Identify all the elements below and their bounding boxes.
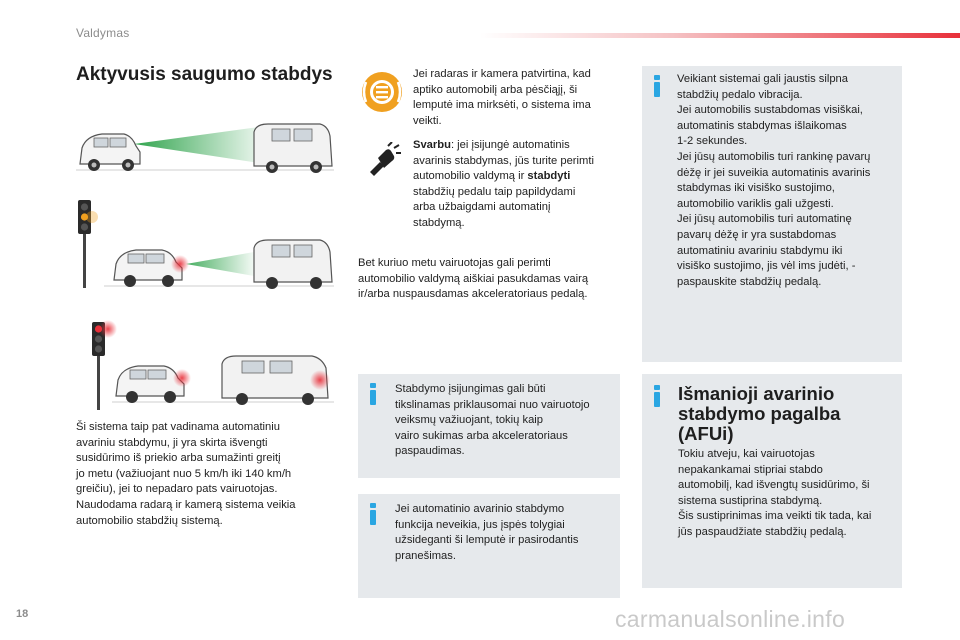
important-bold-word: stabdyti	[527, 170, 571, 183]
chapter-label: Valdymas	[76, 26, 130, 40]
info-box-fault-warning	[358, 494, 620, 598]
afui-description: Tokiu atveju, kai vairuotojas nepakankamai stipriai stabdo automobilį, kad išvengtų susidūrimo, ši sistema sustiprina stabdymą. Šis sustiprinimas ima veikti tik tada, kai jūs paspaudžiate stabdžių pedalą.	[678, 448, 872, 538]
collision-warning-illustration	[104, 228, 334, 294]
brake-warning-light-icon	[360, 70, 404, 114]
info-box-1-text: Stabdymo įsijungimas gali būti tikslinamas priklausomai nuo vairuotojo veiksmų važiuojant, tokių kaip vairo sukimas arba akceleratoriaus paspaudimas.	[395, 383, 590, 458]
watermark: carmanualsonline.info	[615, 606, 846, 632]
afui-title: Išmanioji avarinio stabdymo pagalba (AFUi)	[678, 383, 841, 444]
section-title: Aktyvusis saugumo stabdys	[76, 64, 333, 85]
right-info-text: Veikiant sistemai gali jaustis silpna stabdžių pedalo vibracija. Jei automobilis sustabdomas visiškai, automatinis stabdymas išlaikomas 1-2 sekundes. Jei jūsų automobilis turi rankinę pavarų dėžę ir jei suveikia automatinis avarinis stabdymas iki visiško sustojimo, automobilio variklis gali užgesti. Jei jūsų automobilis turi automatinę pavarų dėžę ir yra sustabdomas automatiniu avariniu stabdymu iki visiško sustojimo, jis vėl ims judėti, - paspauskite stabdžių pedalą.	[677, 73, 871, 288]
traffic-light-icon	[70, 196, 104, 288]
important-text-1: : jei įsijungė automatinis avarinis stabdymas, jūs turite perimti automobilio valdymą ir	[413, 139, 594, 183]
info-box-vibration-stop	[642, 66, 902, 362]
info-icon	[370, 510, 376, 525]
radar-detection-illustration	[76, 118, 334, 180]
info-box-braking-adjustment	[358, 374, 620, 478]
driver-override-note: Bet kuriuo metu vairuotojas gali perimti automobilio valdymą aiškiai pasukdamas vairą ir/arba nuspausdamas akceleratoriaus pedalą.	[358, 257, 589, 301]
important-label: Svarbu	[413, 139, 451, 151]
driver-hand-alert-icon	[364, 142, 402, 180]
page-number: 18	[16, 608, 29, 620]
info-icon	[654, 392, 660, 407]
emergency-braking-illustration	[112, 344, 334, 410]
info-icon	[654, 82, 660, 97]
important-text-2: stabdžių pedalu taip papildydami arba užbaigdami automatinį stabdymą.	[413, 185, 576, 229]
important-note	[413, 138, 623, 232]
info-box-2-text: Jei automatinio avarinio stabdymo funkcija neveikia, jus įspės tolygiai užsideganti ši lemputė ir pasirodantis pranešimas.	[395, 503, 579, 562]
system-description: Ši sistema taip pat vadinama automatiniu avariniu stabdymu, ji yra skirta išvengti susidūrimo iš priekio arba sumažinti greitį jo metu (važiuojant nuo 5 km/h iki 140 km/h greičiu), jei to nepadaro pats vairuotojas. Naudodama radarą ir kamerą sistema veikia automobilio stabdžių sistemą.	[76, 421, 296, 527]
info-icon	[370, 390, 376, 405]
radar-note: Jei radaras ir kamera patvirtina, kad aptiko automobilį arba pėsčiąjį, ši lemputė ima mirksėti, o sistema ima veikti.	[413, 68, 591, 127]
header-accent-bar	[480, 33, 960, 38]
